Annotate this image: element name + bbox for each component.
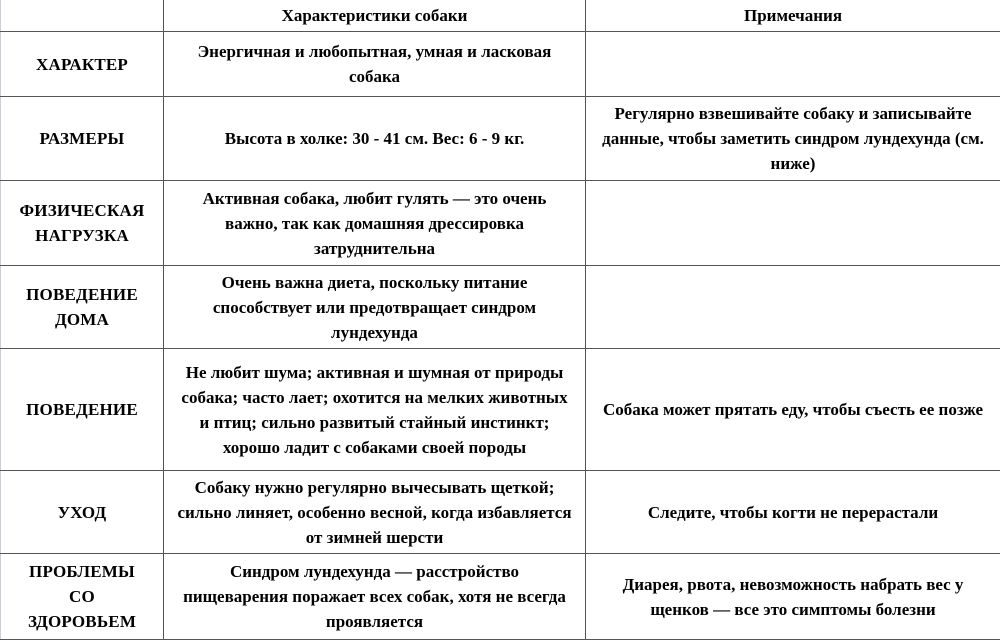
row-label-cell: ПОВЕДЕНИЕ ДОМА	[1, 266, 164, 349]
notes-cell	[586, 181, 1000, 266]
table-row-health-issues	[1, 554, 1000, 640]
characteristics-cell: Собаку нужно регулярно вычесывать щеткой; сильно линяет, особенно весной, когда избавляется от зимней шерсти	[164, 471, 586, 554]
row-label-cell: ФИЗИЧЕСКАЯ НАГРУЗКА	[1, 181, 164, 266]
characteristics-cell: Очень важна диета, поскольку питание способствует или предотвращает синдром лундехунда	[164, 266, 586, 349]
notes-cell: Регулярно взвешивайте собаку и записывайте данные, чтобы заметить синдром лундехунда (см. ниже)	[586, 97, 1000, 181]
row-label-cell: ХАРАКТЕР	[1, 32, 164, 97]
notes-cell	[586, 32, 1000, 97]
table-row-grooming	[1, 471, 1000, 554]
table-row-behavior	[1, 349, 1000, 471]
row-label-cell: ПОВЕДЕНИЕ	[1, 349, 164, 471]
notes-cell: Следите, чтобы когти не перерастали	[586, 471, 1000, 554]
table-header-row	[1, 0, 1000, 32]
table-row-home-behavior	[1, 266, 1000, 349]
column-header-characteristics: Характеристики собаки	[164, 0, 586, 32]
column-header-notes: Примечания	[586, 0, 1000, 32]
notes-cell: Собака может прятать еду, чтобы съесть ее позже	[586, 349, 1000, 471]
table-row-exercise	[1, 181, 1000, 266]
notes-cell	[586, 266, 1000, 349]
row-label-cell: УХОД	[1, 471, 164, 554]
row-label-cell: ПРОБЛЕМЫ СО ЗДОРОВЬЕМ	[1, 554, 164, 640]
table-row-character	[1, 32, 1000, 97]
characteristics-cell: Синдром лундехунда — расстройство пищеварения поражает всех собак, хотя не всегда проявляется	[164, 554, 586, 640]
characteristics-cell: Активная собака, любит гулять — это очень важно, так как домашняя дрессировка затруднительна	[164, 181, 586, 266]
characteristics-cell: Не любит шума; активная и шумная от природы собака; часто лает; охотится на мелких животных и птиц; сильно развитый стайный инстинкт; хорошо ладит с собаками своей породы	[164, 349, 586, 471]
characteristics-cell: Энергичная и любопытная, умная и ласковая собака	[164, 32, 586, 97]
column-header-empty	[1, 0, 164, 32]
row-label-cell: РАЗМЕРЫ	[1, 97, 164, 181]
notes-cell: Диарея, рвота, невозможность набрать вес у щенков — все это симптомы болезни	[586, 554, 1000, 640]
table-row-sizes	[1, 97, 1000, 181]
characteristics-cell: Высота в холке: 30 - 41 см. Вес: 6 - 9 кг.	[164, 97, 586, 181]
